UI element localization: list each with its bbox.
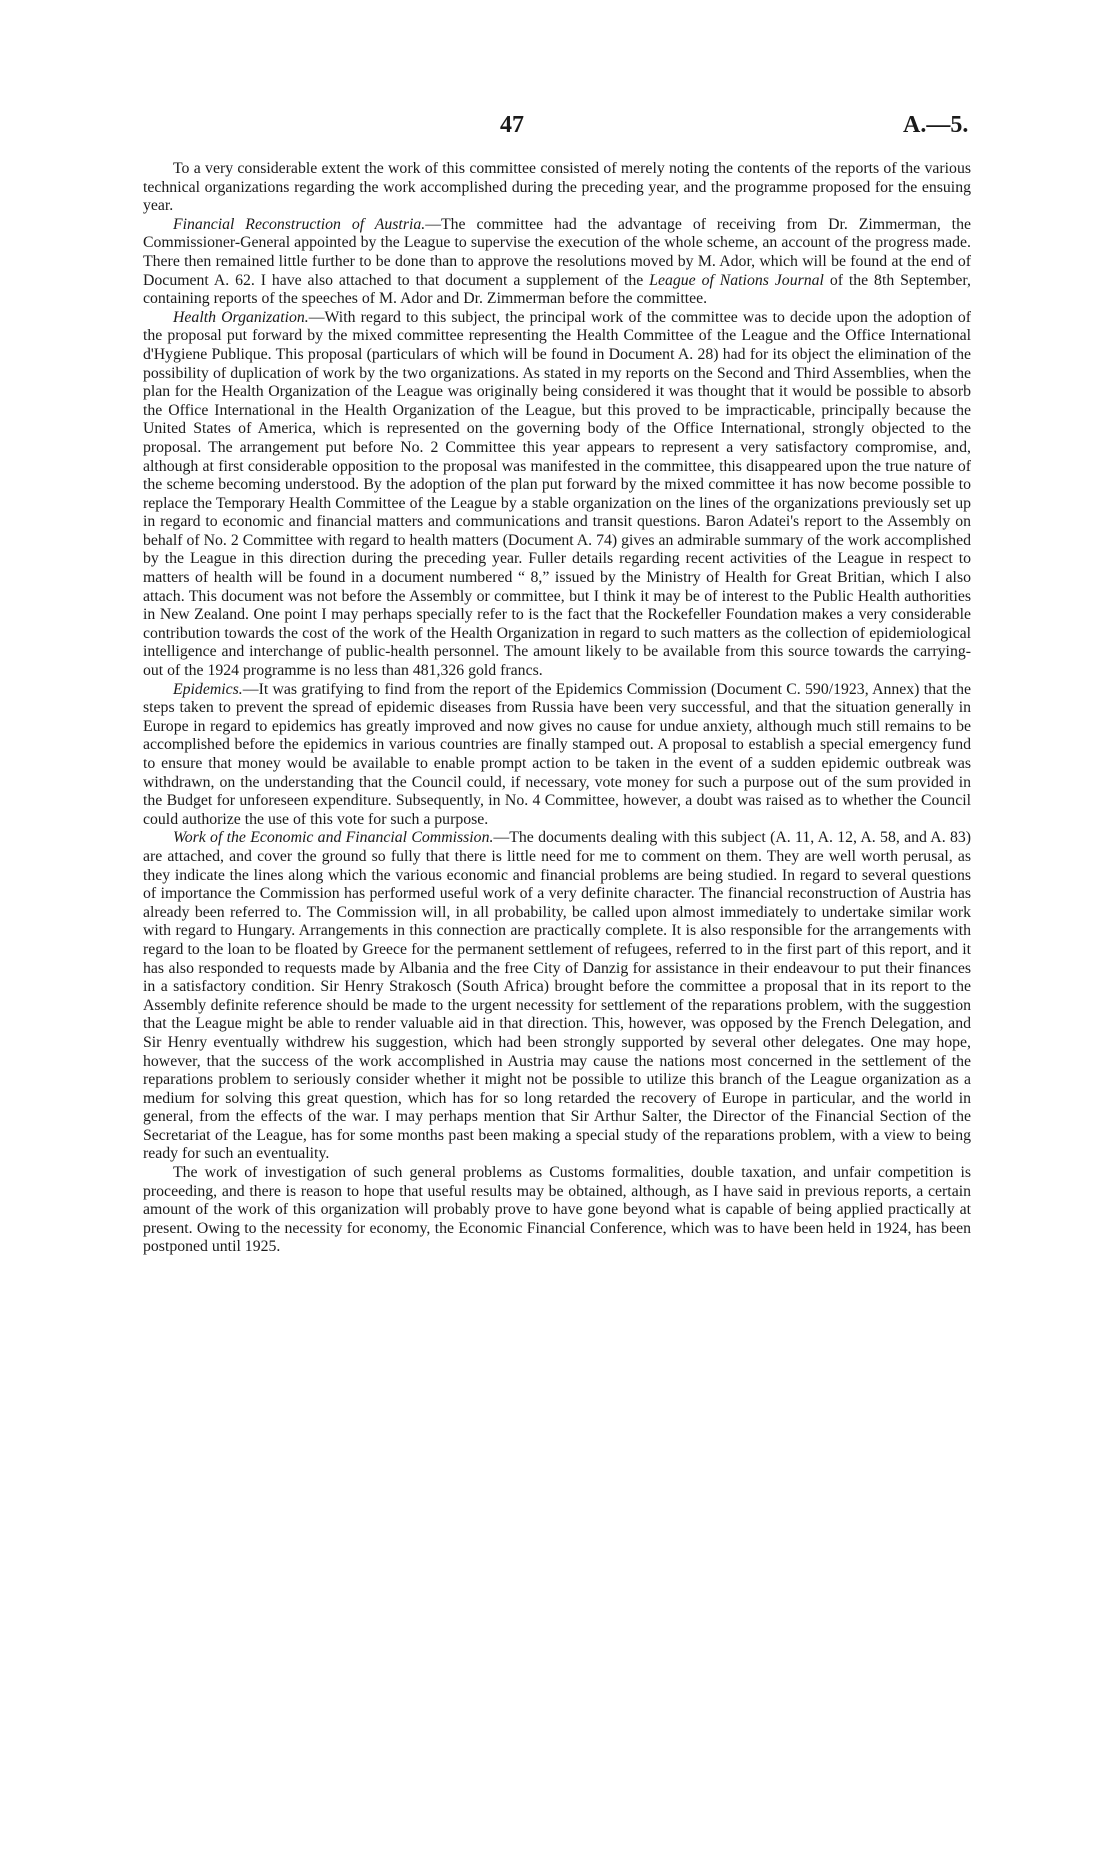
paragraph-epidemics <box>143 681 971 830</box>
paragraph-general-problems <box>143 1164 971 1257</box>
section-heading-economic-financial-commission: Work of the Economic and Financial Commission. <box>173 829 494 847</box>
paragraph-health-organization <box>143 309 971 681</box>
paragraph-text: —The documents dealing with this subject (A. 11, A. 12, A. 58, and A. 83) are attached, and cover the ground so fully that there is little need for me to comment on them. They are well worth perusal, as they indicate the lines along which the various economic and financial problems are being studied. In regard to several questions of importance the Commission has performed useful work of a very definite character. The financial reconstruction of Austria has already been referred to. The Commission will, in all probability, be called upon almost immediately to undertake similar work with regard to Hungary. Arrangements in this connection are practically complete. It is also responsible for the arrangements with regard to the loan to be floated by Greece for the permanent settlement of refugees, referred to in the first part of this report, and it has also responded to requests made by Albania and the free City of Danzig for assistance in their endeavour to put their finances in a satisfactory condition. Sir Henry Strakosch (South Africa) brought before the committee a proposal that in its report to the Assembly definite reference should be made to the urgent necessity for settlement of the reparations problem, with the suggestion that the League might be able to render valuable aid in that direction. This, however, was opposed by the French Delegation, and Sir Henry eventually withdrew his suggestion, which had been strongly supported by several other delegates. One may hope, however, that the success of the work accomplished in Austria may cause the nations most concerned in the settlement of the reparations problem to seriously consider whether it might not be possible to utilize this branch of the League organization as a medium for solving this great question, which has for so long retarded the recovery of Europe in particular, and the world in general, from the effects of the war. I may perhaps mention that Sir Arthur Salter, the Director of the Financial Section of the Secretariat of the League, has for some months past been making a special study of the reparations problem, with a view to being ready for such an eventuality. <box>143 829 971 1163</box>
section-heading-epidemics: Epidemics. <box>173 680 243 698</box>
section-heading-health-organization: Health Organization. <box>173 308 309 326</box>
journal-title: League of Nations Journal <box>649 271 824 289</box>
paragraph-economic-financial-commission <box>143 829 971 1164</box>
paragraph-text: To a very considerable extent the work of this committee consisted of merely noting the contents of the reports of the various technical organizations regarding the work accomplished during the preceding year, and the programme proposed for the ensuing year. <box>143 160 971 215</box>
page-header <box>0 112 1114 142</box>
body-text <box>143 160 971 1257</box>
paragraph-text: of the 8th September, containing reports of the speeches of M. Ador and Dr. Zimmerman before the committee. <box>143 271 972 308</box>
paragraph-text: —It was gratifying to find from the report of the Epidemics Commission (Document C. 590/1923, Annex) that the steps taken to prevent the spread of epidemic diseases from Russia have been very successful, and that the situation generally in Europe in regard to epidemics has greatly improved and now gives no cause for undue anxiety, although much still remains to be accomplished before the epidemics in various countries are finally stamped out. A proposal to establish a special emergency fund to ensure that money would be available to enable prompt action to be taken in the event of a sudden epidemic outbreak was withdrawn, on the understanding that the Council could, if necessary, vote money for such a purpose out of the sum provided in the Budget for unforeseen expenditure. Subsequently, in No. 4 Committee, however, a doubt was raised as to whether the Council could authorize the use of this vote for such a purpose. <box>143 680 971 828</box>
paragraph-text: —The committee had the advantage of receiving from Dr. Zimmerman, the Commissioner-General appointed by the League to supervise the execution of the whole scheme, an account of the progress made. There then remained little further to be done than to approve the resolutions moved by M. Ador, which will be found at the end of Document A. 62. I have also attached to that document a supplement of the <box>143 215 971 289</box>
paragraph-intro <box>143 160 971 216</box>
paragraph-text: The work of investigation of such general problems as Customs formalities, double taxation, and unfair competition is proceeding, and there is reason to hope that useful results may be obtained, although, as I have said in previous reports, a certain amount of the work of this organization will probably prove to have gone beyond what is capable of being applied practically at present. Owing to the necessity for economy, the Economic Financial Conference, which was to have been held in 1924, has been postponed until 1925. <box>143 1164 971 1256</box>
paragraph-financial-reconstruction <box>143 216 971 309</box>
paragraph-text: —With regard to this subject, the principal work of the committee was to decide upon the adoption of the proposal put forward by the mixed committee representing the Health Committee of the League and the Office International d'Hygiene Publique. This proposal (particulars of which will be found in Document A. 28) had for its object the elimination of the possibility of duplication of work by the two organizations. As stated in my reports on the Second and Third Assemblies, when the plan for the Health Organization of the League was originally being considered it was thought that it would be possible to absorb the Office International in the Health Organization of the League, but this proved to be impracticable, principally because the United States of America, which is represented on the governing body of the Office International, strongly objected to the proposal. The arrangement put before No. 2 Committee this year appears to represent a very satisfactory compromise, and, although at first considerable opposition to the proposal was manifested in the committee, this disappeared upon the true nature of the scheme becoming understood. By the adoption of the plan put forward by the mixed committee it has now become possible to replace the Temporary Health Committee of the League by a stable organization on the lines of the organizations previously set up in regard to economic and financial matters and communications and transit questions. Baron Adatei's report to the Assembly on behalf of No. 2 Committee with regard to health matters (Document A. 74) gives an admirable summary of the work accomplished by the League in this direction during the preceding year. Fuller details regarding recent activities of the League in respect to matters of health will be found in a document numbered “ 8,” issued by the Ministry of Health for Great Britian, which I also attach. This document was not before the Assembly or committee, but I think it may be of interest to the Public Health authorities in New Zealand. One point I may perhaps specially refer to is the fact that the Rockefeller Foundation makes a very considerable contribution towards the cost of the work of the Health Organization in regard to such matters as the collection of epidemiological intelligence and interchange of public-health personnel. The amount likely to be available from this source towards the carrying-out of the 1924 programme is no less than 481,326 gold francs. <box>143 308 971 680</box>
section-heading-financial-reconstruction: Financial Reconstruction of Austria. <box>173 215 426 233</box>
page-number: 47 <box>500 112 524 138</box>
document-reference: A.—5. <box>903 112 969 138</box>
